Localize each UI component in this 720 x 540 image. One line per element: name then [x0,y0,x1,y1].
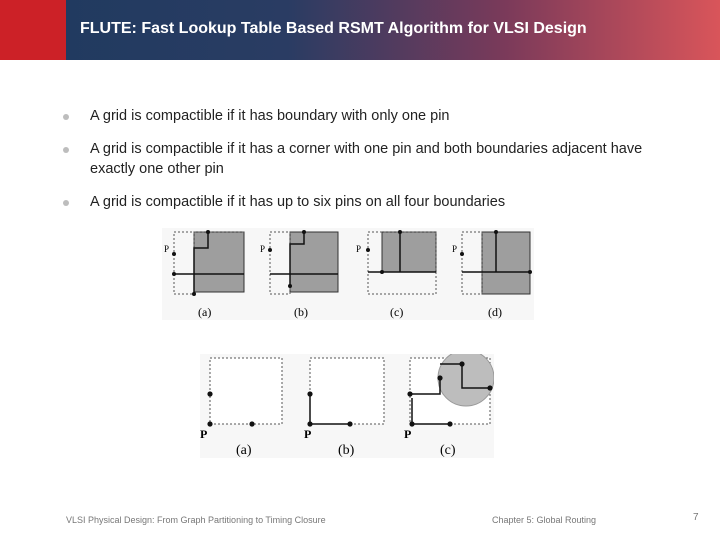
grid-example-b [268,230,338,294]
pin-label: P [260,244,266,254]
caption-a: (a) [236,443,252,458]
header-bar [0,0,720,60]
compactible-grid-figure-1 [162,228,534,320]
figure-2-diagram [200,354,494,458]
pin-label: P [356,244,362,254]
page-number: 7 [693,512,699,523]
footer-chapter: Chapter 5: Global Routing [492,515,597,525]
bullet-dot-icon [63,114,69,120]
pin-label: P [404,427,412,441]
grid-example-c [407,354,494,427]
compactible-grid-figure-2 [200,354,494,458]
bullet-dot-icon [63,147,69,153]
pin-label: P [164,244,170,254]
pin-label: P [304,427,312,441]
grid-example-a [207,358,282,427]
bullet-list [60,106,660,225]
bullet-item [60,106,660,126]
grid-example-b [307,358,384,427]
bullet-dot-icon [63,200,69,206]
bullet-text: A grid is compactible if it has up to six pins on all four boundaries [90,194,506,210]
pin-label: P [452,244,458,254]
bullet-item [60,139,660,179]
slide-title: FLUTE: Fast Lookup Table Based RSMT Algorithm for VLSI Design [80,20,587,37]
grid-example-d [460,230,532,294]
caption-b: (b) [338,443,355,458]
footer-book-title: VLSI Physical Design: From Graph Partitioning to Timing Closure [66,515,326,525]
bullet-text: A grid is compactible if it has boundary with only one pin [90,108,450,124]
caption-b: (b) [294,305,308,319]
pin-label: P [200,427,208,441]
figure-1-diagram [162,228,534,320]
grid-example-c [366,230,436,294]
bullet-text: A grid is compactible if it has a corner with one pin and both boundaries adjacent have exactly one other pin [90,141,643,177]
caption-c: (c) [440,443,456,458]
header-accent [0,0,66,60]
caption-c: (c) [390,305,404,319]
caption-a: (a) [198,305,212,319]
grid-example-a [172,230,244,296]
caption-d: (d) [488,305,502,319]
bullet-item [60,192,660,212]
